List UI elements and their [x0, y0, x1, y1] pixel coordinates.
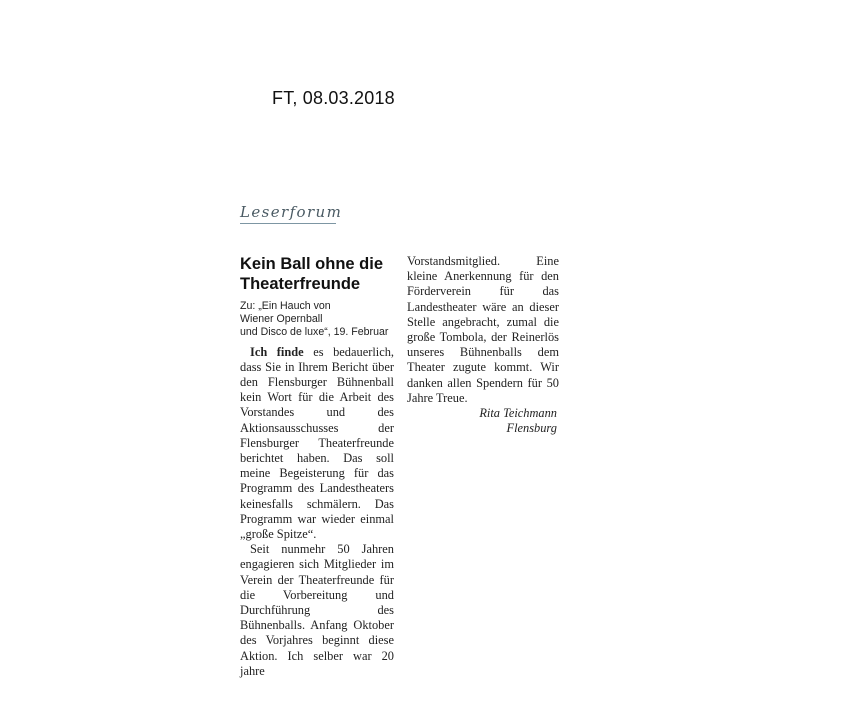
newspaper-clipping: [236, 200, 566, 678]
article-reference: [240, 300, 394, 340]
reference-line: Wiener Opernball: [240, 313, 323, 326]
author-city: Flensburg: [506, 421, 557, 436]
reference-line: und Disco de luxe“, 19. Februar: [240, 326, 389, 339]
article-paragraph: Seit nunmehr 50 Jahren engagieren sich Mitglieder im Verein der Theaterfreunde für die Vorbereitung und Durchführung des Bühnenballs. Anfang Oktober des Vorjahres beginnt diese Aktion. Ich selber war 20 jahre: [240, 542, 394, 678]
date-stamp: FT, 08.03.2018: [272, 88, 395, 108]
article-column-right: [407, 254, 559, 436]
lead-in-text: Ich finde: [250, 344, 304, 359]
article-paragraph: [240, 345, 394, 543]
author-name: Rita Teichmann: [479, 406, 557, 421]
article-paragraph: Vorstandsmitglied. Eine kleine Anerkennung für den Förderverein für das Landestheater wäre an dieser Stelle angebracht, zumal die große Tombola, der Reinerlös unseres Bühnenballs dem Theater zugute kommt. Wir danken allen Spendern für 50 Jahre Treue.: [407, 254, 559, 405]
reference-line: Zu: „Ein Hauch von: [240, 300, 331, 312]
paragraph-text: es bedauerlich, dass Sie in Ihrem Bericht über den Flensburger Bühnenball kein Wort für die Arbeit des Vorstandes und des Aktionsausschusses der Flensburger Theaterfreunde berichtet haben. Das soll meine Begeisterung für das Programm des Landestheaters keinesfalls schmälern. Das Programm war wieder einmal „große Spitze“.: [240, 344, 394, 542]
section-underline: [240, 223, 336, 224]
article-column-left: [240, 254, 394, 679]
article-headline: Kein Ball ohne die Theaterfreunde: [240, 255, 384, 293]
section-label: Leserforum: [240, 203, 343, 221]
